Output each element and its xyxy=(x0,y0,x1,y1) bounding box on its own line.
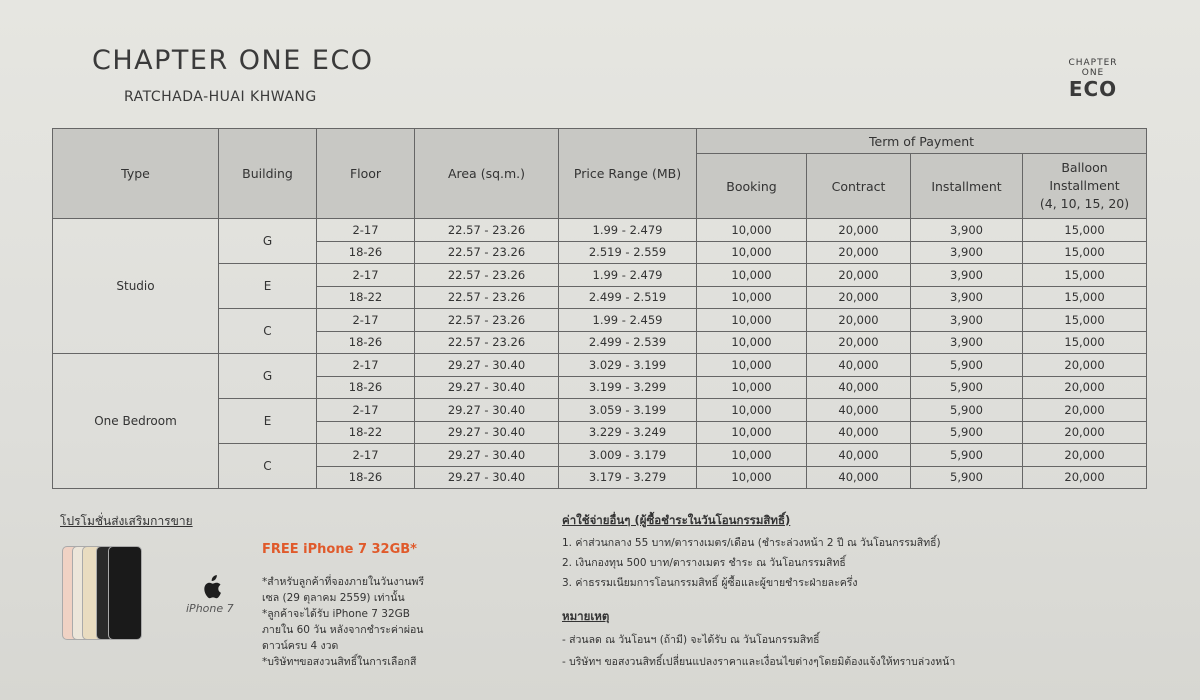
area-cell: 29.27 - 30.40 xyxy=(415,444,559,467)
installment-cell: 5,900 xyxy=(911,444,1023,467)
area-cell: 29.27 - 30.40 xyxy=(415,466,559,489)
iphone-7-image xyxy=(62,546,172,642)
balloon-cell: 15,000 xyxy=(1023,219,1147,242)
booking-cell: 10,000 xyxy=(697,376,807,399)
floor-cell: 18-26 xyxy=(317,331,415,354)
balloon-cell: 15,000 xyxy=(1023,331,1147,354)
fee-item: 2. เงินกองทุน 500 บาท/ตารางเมตร ชำระ ณ วันโอนกรรมสิทธิ์ xyxy=(562,557,846,569)
balloon-cell: 15,000 xyxy=(1023,264,1147,287)
note-item: - ส่วนลด ณ วันโอนฯ (ถ้ามี) จะได้รับ ณ วันโอนกรรมสิทธิ์ xyxy=(562,634,820,646)
area-cell: 29.27 - 30.40 xyxy=(415,421,559,444)
booking-cell: 10,000 xyxy=(697,399,807,422)
phone-color-variant xyxy=(108,546,142,640)
building-cell: G xyxy=(219,354,317,399)
floor-cell: 18-22 xyxy=(317,286,415,309)
balloon-cell: 20,000 xyxy=(1023,466,1147,489)
booking-cell: 10,000 xyxy=(697,354,807,377)
notes-list xyxy=(562,629,955,673)
contract-cell: 40,000 xyxy=(807,466,911,489)
balloon-cell: 20,000 xyxy=(1023,354,1147,377)
balloon-cell: 15,000 xyxy=(1023,241,1147,264)
promotion-condition: *บริษัทฯขอสงวนสิทธิ์ในการเลือกสี xyxy=(262,656,417,668)
area-cell: 22.57 - 23.26 xyxy=(415,331,559,354)
project-title: CHAPTER ONE ECO xyxy=(92,45,374,76)
floor-cell: 18-22 xyxy=(317,421,415,444)
col-floor-header: Floor xyxy=(317,129,415,219)
installment-cell: 3,900 xyxy=(911,241,1023,264)
area-cell: 29.27 - 30.40 xyxy=(415,354,559,377)
building-cell: C xyxy=(219,444,317,489)
contract-cell: 40,000 xyxy=(807,421,911,444)
col-building-header: Building xyxy=(219,129,317,219)
project-subtitle: RATCHADA-HUAI KHWANG xyxy=(124,89,317,105)
booking-cell: 10,000 xyxy=(697,286,807,309)
floor-cell: 2-17 xyxy=(317,219,415,242)
price-cell: 3.009 - 3.179 xyxy=(559,444,697,467)
free-iphone-headline: FREE iPhone 7 32GB* xyxy=(262,542,417,557)
installment-cell: 3,900 xyxy=(911,331,1023,354)
contract-cell: 40,000 xyxy=(807,444,911,467)
promotion-condition: *สำหรับลูกค้าที่จองภายในวันงานพรีเซล (29 ตุลาคม 2559) เท่านั้น xyxy=(262,576,425,604)
installment-cell: 5,900 xyxy=(911,399,1023,422)
price-cell: 1.99 - 2.479 xyxy=(559,264,697,287)
floor-cell: 2-17 xyxy=(317,399,415,422)
contract-cell: 20,000 xyxy=(807,286,911,309)
col-area-header: Area (sq.m.) xyxy=(415,129,559,219)
floor-cell: 18-26 xyxy=(317,241,415,264)
fee-item: 3. ค่าธรรมเนียมการโอนกรรมสิทธิ์ ผู้ซื้อและผู้ขายชำระฝ่ายละครึ่ง xyxy=(562,577,858,589)
balloon-cell: 20,000 xyxy=(1023,421,1147,444)
price-cell: 2.499 - 2.519 xyxy=(559,286,697,309)
unit-type-cell: Studio xyxy=(53,219,219,354)
booking-cell: 10,000 xyxy=(697,331,807,354)
price-table-body xyxy=(53,219,1147,489)
note-item: - บริษัทฯ ขอสงวนสิทธิ์เปลี่ยนแปลงราคาและเงื่อนไขต่างๆโดยมิต้องแจ้งให้ทราบล่วงหน้า xyxy=(562,656,956,668)
floor-cell: 2-17 xyxy=(317,309,415,332)
booking-cell: 10,000 xyxy=(697,466,807,489)
booking-cell: 10,000 xyxy=(697,444,807,467)
term-of-payment-header: Term of Payment xyxy=(697,129,1147,154)
balloon-header-line-2: Installment xyxy=(1049,178,1120,193)
building-cell: E xyxy=(219,399,317,444)
area-cell: 29.27 - 30.40 xyxy=(415,399,559,422)
logo-line-2: ONE xyxy=(1081,68,1105,78)
logo-line-3: ECO xyxy=(1068,77,1118,101)
booking-cell: 10,000 xyxy=(697,264,807,287)
area-cell: 29.27 - 30.40 xyxy=(415,376,559,399)
unit-type-cell: One Bedroom xyxy=(53,354,219,489)
col-type-header: Type xyxy=(53,129,219,219)
floor-cell: 18-26 xyxy=(317,376,415,399)
balloon-cell: 20,000 xyxy=(1023,444,1147,467)
table-row xyxy=(53,354,1147,377)
balloon-cell: 20,000 xyxy=(1023,376,1147,399)
price-cell: 2.519 - 2.559 xyxy=(559,241,697,264)
booking-cell: 10,000 xyxy=(697,309,807,332)
col-installment-header: Installment xyxy=(911,154,1023,219)
area-cell: 22.57 - 23.26 xyxy=(415,241,559,264)
contract-cell: 20,000 xyxy=(807,309,911,332)
chapter-one-eco-logo xyxy=(1058,58,1128,100)
floor-cell: 2-17 xyxy=(317,264,415,287)
col-booking-header: Booking xyxy=(697,154,807,219)
iphone-7-label: iPhone 7 xyxy=(186,602,234,615)
installment-cell: 3,900 xyxy=(911,286,1023,309)
building-cell: C xyxy=(219,309,317,354)
installment-cell: 5,900 xyxy=(911,466,1023,489)
promotion-conditions xyxy=(262,574,432,670)
other-fees-list xyxy=(562,533,941,593)
contract-cell: 20,000 xyxy=(807,241,911,264)
fee-item: 1. ค่าส่วนกลาง 55 บาท/ตารางเมตร/เดือน (ชำระล่วงหน้า 2 ปี ณ วันโอนกรรมสิทธิ์) xyxy=(562,537,941,549)
area-cell: 22.57 - 23.26 xyxy=(415,286,559,309)
col-balloon-header xyxy=(1023,154,1147,219)
installment-cell: 5,900 xyxy=(911,421,1023,444)
floor-cell: 2-17 xyxy=(317,354,415,377)
area-cell: 22.57 - 23.26 xyxy=(415,309,559,332)
balloon-cell: 15,000 xyxy=(1023,309,1147,332)
table-row xyxy=(53,219,1147,242)
balloon-cell: 15,000 xyxy=(1023,286,1147,309)
price-cell: 3.179 - 3.279 xyxy=(559,466,697,489)
price-cell: 1.99 - 2.459 xyxy=(559,309,697,332)
building-cell: G xyxy=(219,219,317,264)
area-cell: 22.57 - 23.26 xyxy=(415,219,559,242)
contract-cell: 40,000 xyxy=(807,354,911,377)
price-table xyxy=(52,128,1147,489)
installment-cell: 5,900 xyxy=(911,376,1023,399)
floor-cell: 2-17 xyxy=(317,444,415,467)
area-cell: 22.57 - 23.26 xyxy=(415,264,559,287)
contract-cell: 20,000 xyxy=(807,219,911,242)
booking-cell: 10,000 xyxy=(697,241,807,264)
contract-cell: 20,000 xyxy=(807,331,911,354)
price-cell: 2.499 - 2.539 xyxy=(559,331,697,354)
price-cell: 3.029 - 3.199 xyxy=(559,354,697,377)
balloon-header-line-1: Balloon xyxy=(1061,160,1108,175)
notes-heading: หมายเหตุ xyxy=(562,609,610,623)
building-cell: E xyxy=(219,264,317,309)
installment-cell: 5,900 xyxy=(911,354,1023,377)
installment-cell: 3,900 xyxy=(911,219,1023,242)
floor-cell: 18-26 xyxy=(317,466,415,489)
contract-cell: 20,000 xyxy=(807,264,911,287)
balloon-header-line-3: (4, 10, 15, 20) xyxy=(1039,196,1130,211)
col-price-header: Price Range (MB) xyxy=(559,129,697,219)
contract-cell: 40,000 xyxy=(807,399,911,422)
price-cell: 3.199 - 3.299 xyxy=(559,376,697,399)
installment-cell: 3,900 xyxy=(911,264,1023,287)
price-cell: 1.99 - 2.479 xyxy=(559,219,697,242)
col-contract-header: Contract xyxy=(807,154,911,219)
promotion-heading: โปรโมชั่นส่งเสริมการขาย xyxy=(60,514,193,528)
price-cell: 3.059 - 3.199 xyxy=(559,399,697,422)
logo-line-1: CHAPTER xyxy=(1068,58,1118,68)
balloon-cell: 20,000 xyxy=(1023,399,1147,422)
promotion-condition: *ลูกค้าจะได้รับ iPhone 7 32GB ภายใน 60 วัน หลังจากชำระค่าผ่อนดาวน์ครบ 4 งวด xyxy=(262,608,424,652)
price-cell: 3.229 - 3.249 xyxy=(559,421,697,444)
installment-cell: 3,900 xyxy=(911,309,1023,332)
booking-cell: 10,000 xyxy=(697,219,807,242)
other-fees-heading: ค่าใช้จ่ายอื่นๆ (ผู้ซื้อชำระในวันโอนกรรมสิทธิ์) xyxy=(562,513,791,527)
contract-cell: 40,000 xyxy=(807,376,911,399)
booking-cell: 10,000 xyxy=(697,421,807,444)
